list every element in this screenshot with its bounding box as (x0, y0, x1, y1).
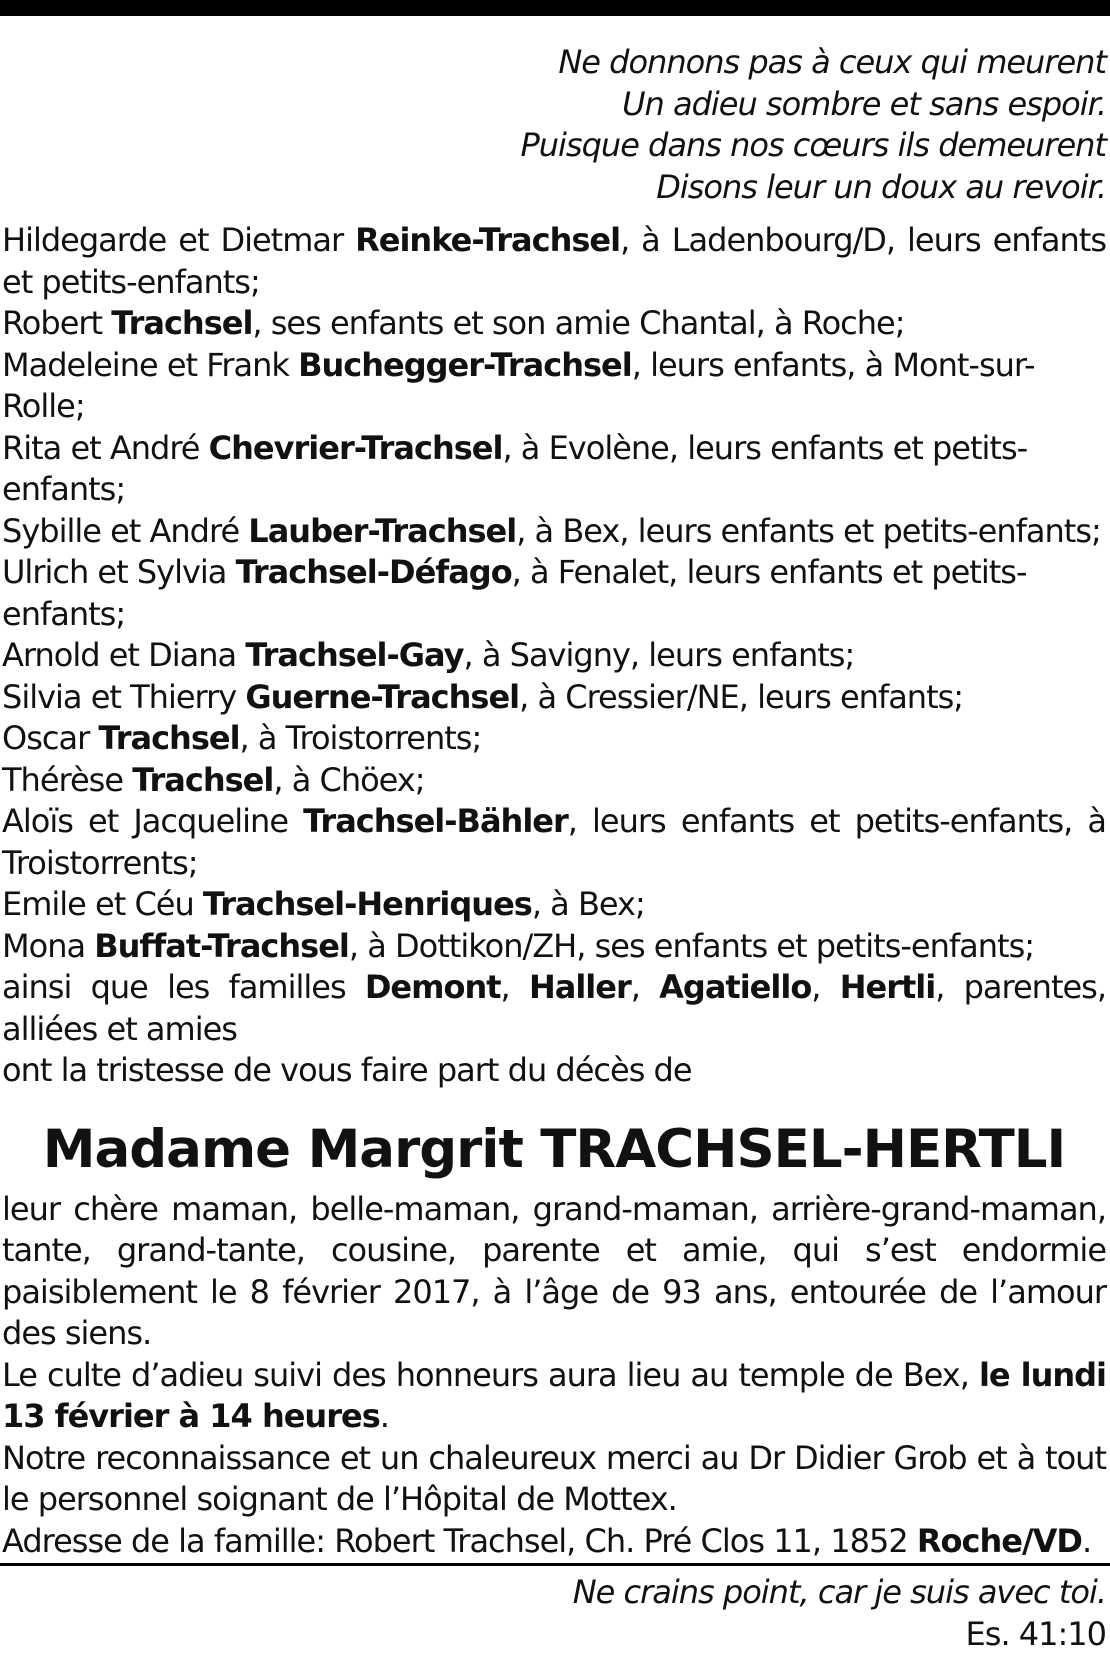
family-name: Demont (365, 968, 501, 1006)
family-entry: Mona Buffat-Trachsel, à Dottikon/ZH, ses enfants et petits-enfants; (2, 926, 1106, 968)
poem-line: Un adieu sombre et sans espoir. (2, 84, 1106, 126)
family-entry: Madeleine et Frank Buchegger-Trachsel, leurs enfants, à Mont-sur-Rolle; (2, 345, 1106, 428)
poem-line: Disons leur un doux au revoir. (2, 167, 1106, 209)
thanks-text: Notre reconnaissance et un chaleureux merci au Dr Didier Grob et à tout le personnel soignant de l’Hôpital de Mottex. (2, 1438, 1106, 1521)
family-name: Trachsel-Henriques (203, 885, 532, 923)
family-name: Buffat-Trachsel (94, 927, 349, 965)
family-name: Hertli (840, 968, 936, 1006)
family-entry: Thérèse Trachsel, à Chöex; (2, 760, 1106, 802)
family-name: Lauber-Trachsel (248, 512, 516, 550)
ceremony-date: le lundi 13 février à 14 heures (2, 1356, 1106, 1436)
family-name: Trachsel-Défago (236, 553, 512, 591)
family-name: Reinke-Trachsel (355, 221, 620, 259)
bible-verse: Ne crains point, car je suis avec toi. (2, 1572, 1106, 1614)
family-name: Buchegger-Trachsel (298, 346, 632, 384)
family-name: Chevrier-Trachsel (209, 429, 503, 467)
ceremony-info: Le culte d’adieu suivi des honneurs aura lieu au temple de Bex, le lundi 13 février à 14 heures. (2, 1355, 1106, 1438)
top-border-rule (0, 0, 1110, 16)
family-entry: Emile et Céu Trachsel-Henriques, à Bex; (2, 884, 1106, 926)
family-name: Haller (529, 968, 631, 1006)
bottom-border-rule (0, 1563, 1110, 1566)
family-entry: Oscar Trachsel, à Troistorrents; (2, 718, 1106, 760)
family-list (2, 220, 1106, 1092)
family-name: Trachsel-Bähler (303, 802, 568, 840)
address-city: Roche/VD (917, 1522, 1082, 1560)
family-entry: Aloïs et Jacqueline Trachsel-Bähler, leurs enfants et petits-enfants, à Troistorrents; (2, 801, 1106, 884)
verse-reference: Es. 41:10 (2, 1614, 1106, 1655)
family-name: Agatiello (659, 968, 811, 1006)
family-name: Trachsel-Gay (245, 636, 463, 674)
announcement-text: ont la tristesse de vous faire part du décès de (2, 1050, 1106, 1092)
description-text: leur chère maman, belle-maman, grand-maman, arrière-grand-maman, tante, grand-tante, cousine, parente et amie, qui s’est endormie paisiblement le 8 février 2017, à l’âge de 93 ans, entourée de l’amour des siens. (2, 1189, 1106, 1355)
family-name: Trachsel (111, 304, 252, 342)
deceased-name: Madame Margrit TRACHSEL-HERTLI (2, 1120, 1106, 1180)
family-entry: Sybille et André Lauber-Trachsel, à Bex, leurs enfants et petits-enfants; (2, 511, 1106, 553)
poem-line: Puisque dans nos cœurs ils demeurent (2, 125, 1106, 167)
family-entry: Hildegarde et Dietmar Reinke-Trachsel, à Ladenbourg/D, leurs enfants et petits-enfants; (2, 220, 1106, 303)
allied-families: ainsi que les familles Demont, Haller, Agatiello, Hertli, parentes, alliées et amies (2, 967, 1106, 1050)
family-entry: Rita et André Chevrier-Trachsel, à Evolène, leurs enfants et petits-enfants; (2, 428, 1106, 511)
family-name: Trachsel (98, 719, 239, 757)
family-entry: Silvia et Thierry Guerne-Trachsel, à Cressier/NE, leurs enfants; (2, 677, 1106, 719)
obituary-notice (2, 42, 1106, 1655)
family-name: Guerne-Trachsel (245, 678, 519, 716)
family-entry: Robert Trachsel, ses enfants et son amie Chantal, à Roche; (2, 303, 1106, 345)
family-entry: Ulrich et Sylvia Trachsel-Défago, à Fenalet, leurs enfants et petits-enfants; (2, 552, 1106, 635)
family-address: Adresse de la famille: Robert Trachsel, Ch. Pré Clos 11, 1852 Roche/VD. (2, 1521, 1106, 1563)
family-name: Trachsel (132, 761, 273, 799)
poem-line: Ne donnons pas à ceux qui meurent (2, 42, 1106, 84)
opening-poem (2, 42, 1106, 208)
family-entry: Arnold et Diana Trachsel-Gay, à Savigny, leurs enfants; (2, 635, 1106, 677)
